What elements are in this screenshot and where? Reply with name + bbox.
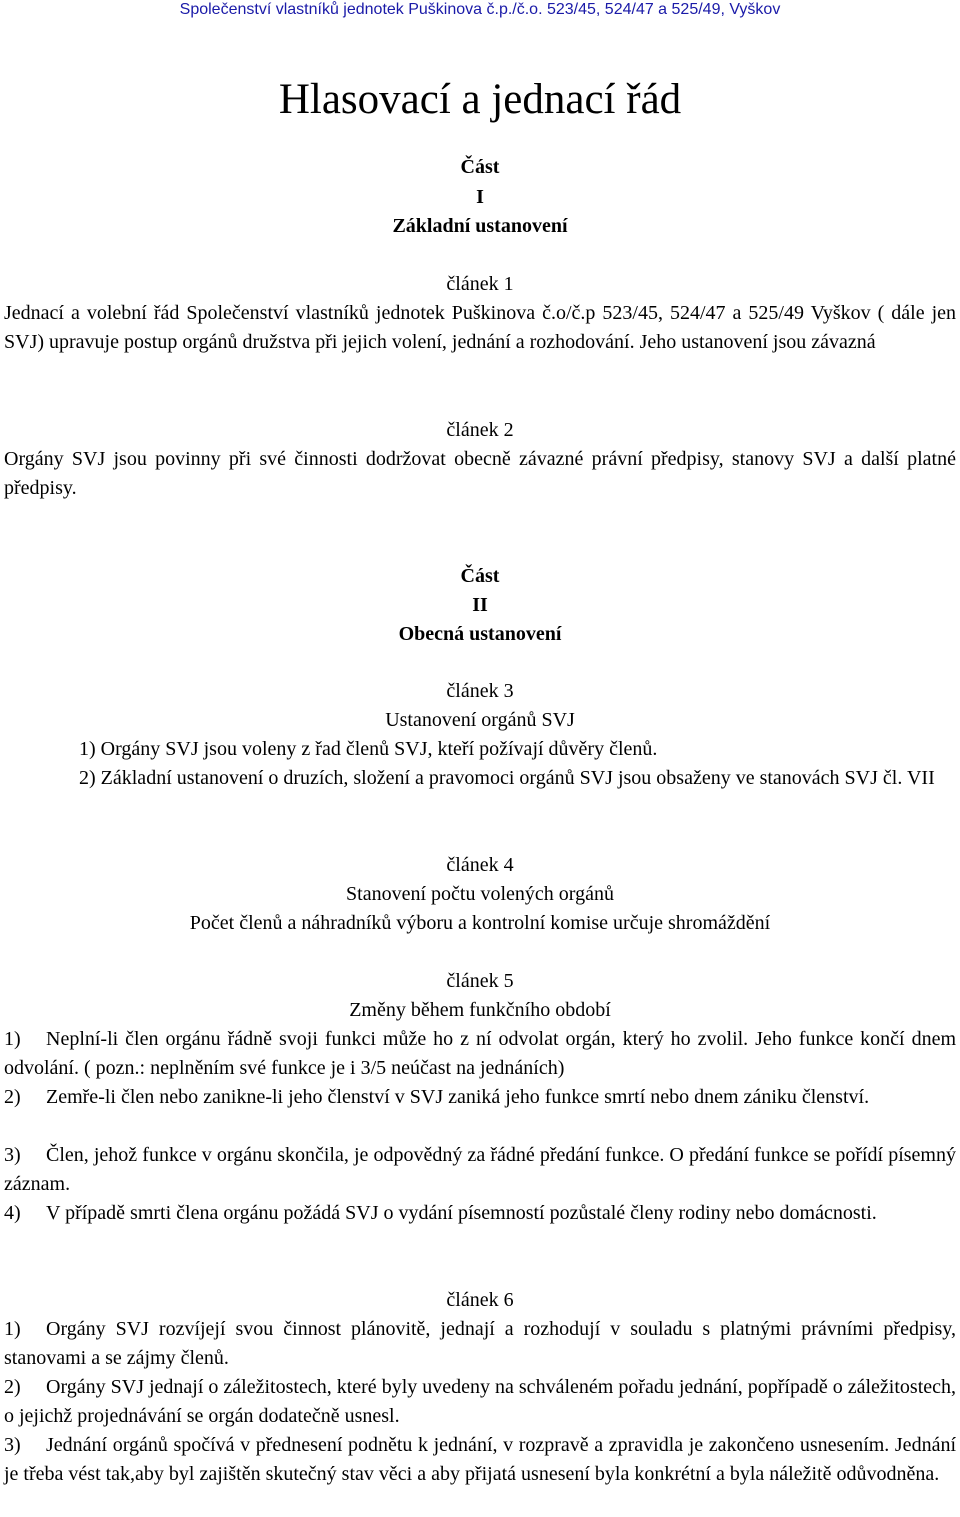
article-4-subtitle: Stanovení počtu volených orgánů xyxy=(346,883,614,905)
article-5-item: 1) Neplní-li člen orgánu řádně svoji funkci může ho z ní odvolat orgán, který ho zvolil. Jeho funkce končí dnem odvolání. ( pozn.: neplněním své funkce je i 3/5 neúčast na jednáních) xyxy=(4,1028,956,1079)
article-5-item: 3) Člen, jehož funkce v orgánu skončila, je odpovědný za řádné předání funkce. O předání funkce se pořídí písemný záznam. xyxy=(4,1144,956,1195)
article-6-item: 3) Jednání orgánů spočívá v přednesení podnětu k jednání, v rozpravě a zpravidla je zakončeno usnesením. Jednání je třeba vést tak,aby byl zajištěn skutečný stav věci a aby přijatá usnesení byla konkrétní a byla náležitě odůvodněna. xyxy=(4,1434,956,1485)
part2-number: II xyxy=(472,594,488,616)
article-4-heading: článek 4 xyxy=(446,854,514,876)
article-3-paragraph-1: 1) Orgány SVJ jsou voleny z řad členů SVJ, kteří požívají důvěry členů. xyxy=(79,738,658,760)
article-4-text: Počet členů a náhradníků výboru a kontrolní komise určuje shromáždění xyxy=(189,912,771,934)
document-header: Společenství vlastníků jednotek Puškinova č.p./č.o. 523/45, 524/47 a 525/49, Vyškov xyxy=(179,1,781,18)
article-1-text: Jednací a volební řád Společenství vlastníků jednotek Puškinova č.o/č.p 523/45, 524/47 a 525/49 Vyškov ( dále jen SVJ) upravuje postup orgánů družstva při jejich volení, jednání a rozhodování. Jeho ustanovení jsou závazná xyxy=(4,302,956,353)
article-5-item: 4) V případě smrti člena orgánu požádá SVJ o vydání písemností pozůstalé členy rodiny nebo domácnosti. xyxy=(4,1202,877,1224)
part1-label: Část xyxy=(460,156,500,178)
article-5-item: 2) Zemře-li člen nebo zanikne-li jeho členství v SVJ zaniká jeho funkce smrtí nebo dnem zániku členství. xyxy=(4,1086,870,1108)
page-title: Hlasovací a jednací řád xyxy=(278,76,682,123)
article-6-item: 2) Orgány SVJ jednají o záležitostech, které byly uvedeny na schváleném pořadu jednání, popřípadě o záležitostech, o jejichž projednávání se orgán dodatečně usnesl. xyxy=(4,1376,956,1427)
article-6-item: 1) Orgány SVJ rozvíjejí svou činnost plánovitě, jednají a rozhodují v souladu s platnými právními předpisy, stanovami a se zájmy členů. xyxy=(4,1318,956,1369)
part1-number: I xyxy=(476,186,484,208)
part2-label: Část xyxy=(460,565,500,587)
article-3-subtitle: Ustanovení orgánů SVJ xyxy=(385,709,575,731)
article-2-text: Orgány SVJ jsou povinny při své činnosti dodržovat obecně závazné právní předpisy, stanovy SVJ a další platné předpisy. xyxy=(4,448,956,499)
article-2-heading: článek 2 xyxy=(446,419,514,441)
article-3-heading: článek 3 xyxy=(446,680,514,702)
part2-name: Obecná ustanovení xyxy=(398,623,562,645)
part1-name: Základní ustanovení xyxy=(392,215,568,237)
article-6-heading: článek 6 xyxy=(446,1289,514,1311)
article-5-heading: článek 5 xyxy=(446,970,514,992)
article-1-heading: článek 1 xyxy=(446,273,514,295)
article-5-subtitle: Změny během funkčního období xyxy=(349,999,611,1021)
article-3-paragraph-2: 2) Základní ustanovení o druzích, složení a pravomoci orgánů SVJ jsou obsaženy ve stanovách SVJ čl. VII xyxy=(79,767,935,789)
